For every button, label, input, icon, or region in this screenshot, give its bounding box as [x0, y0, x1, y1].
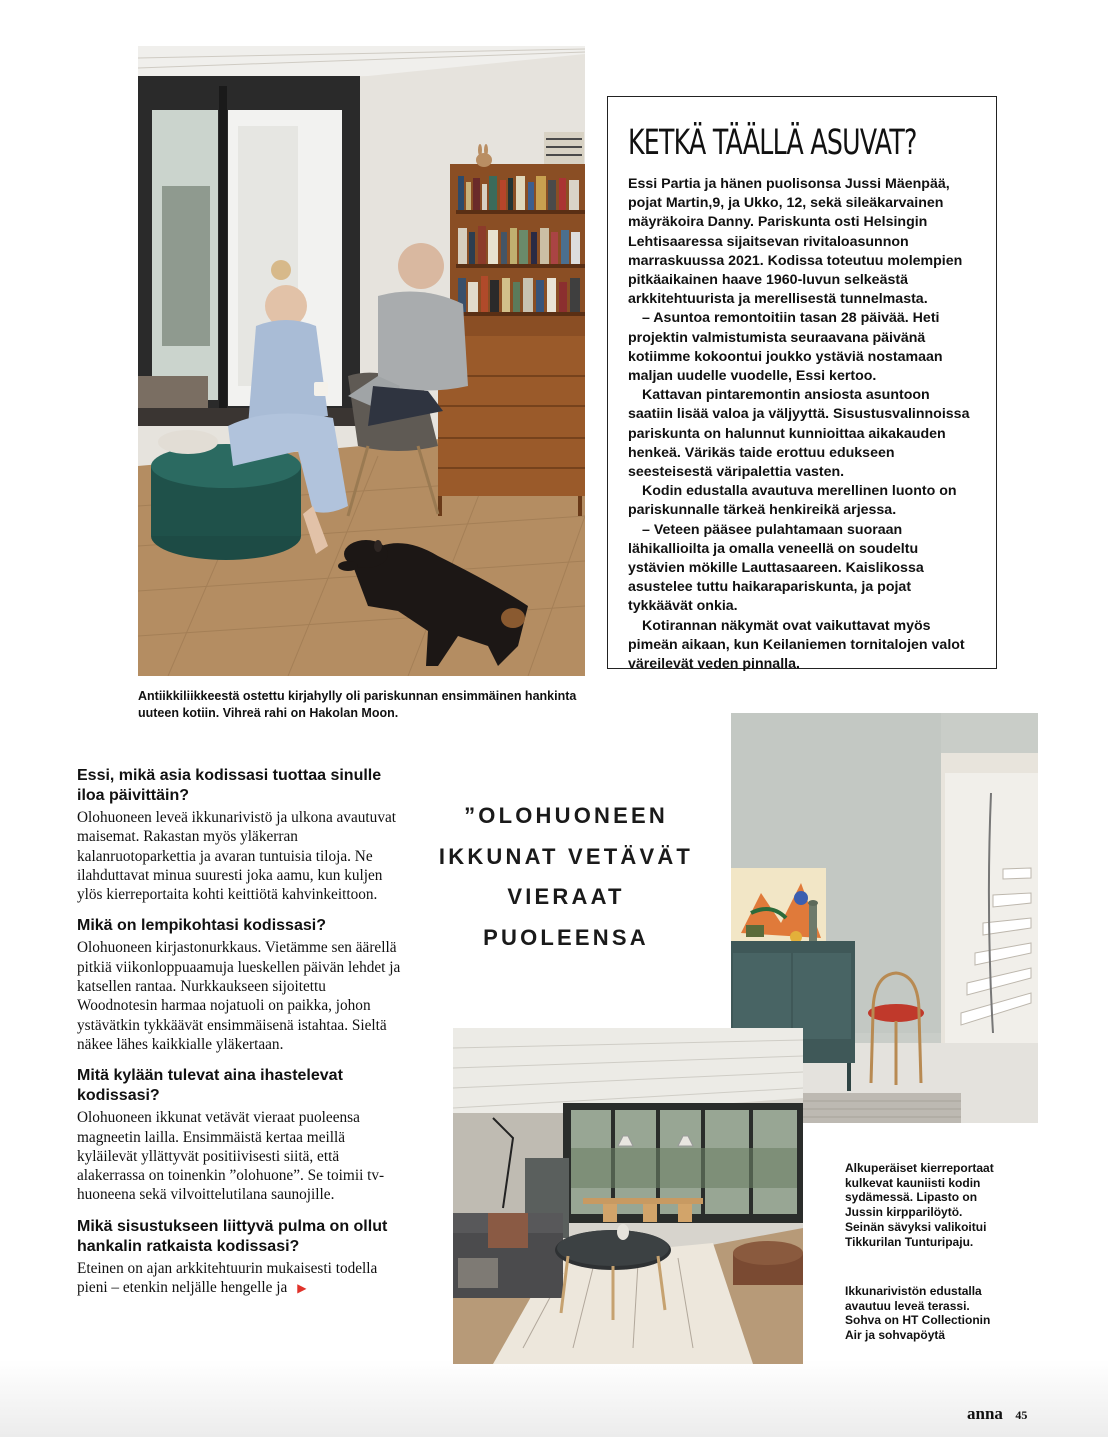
page-number: 45 [1015, 1408, 1028, 1422]
lounge-photo [453, 1028, 803, 1364]
question-heading: Mikä sisustukseen liittyvä pulma on ollut hankalin ratkaista kodissasi? [77, 1217, 388, 1255]
continue-arrow-icon: ▶ [297, 1281, 307, 1296]
answer-text-last [77, 1259, 407, 1299]
info-box [607, 96, 997, 673]
page-footer [967, 1404, 1027, 1428]
answer-text: Eteinen on ajan arkkitehtuurin mukaisesti todella pieni – etenkin neljälle hengelle ja [77, 1259, 378, 1297]
magazine-brand: anna [967, 1404, 1003, 1423]
stairs-photo-caption: Alkuperäiset kierreportaat kulkevat kauniisti kodin sydämessä. Lipasto on Jussin kirpparilöytö. Seinän sävyksi valikoitui Tikkurilan Tunturipaju. [845, 1161, 994, 1249]
pull-quote: ”OLOHUONEEN IKKUNAT VETÄVÄT VIERAAT PUOLEENSA [438, 803, 694, 950]
info-paragraph: Kattavan pintaremontin ansiosta asuntoon saatiin lisää valoa ja väljyyttä. Sisustusvalinnoissa pariskunta on halunnut kunnioittaa aikakauden henkeä. Värikäs taide erottuu edukseen seesteisestä väripalettia vasten. [628, 387, 970, 481]
answer-text: Olohuoneen ikkunat vetävät vieraat puoleensa magneetin lailla. Ensimmäistä kertaa meillä kyläilevät yllättyvät positiivisesti siitä, että alakerrassa on toinenkin ”olohuone”. Se toimii tv-huoneena sekä vilvoittelutilana saunojille. [77, 1109, 385, 1204]
info-paragraph: – Asuntoa remontoitiin tasan 28 päivää. Heti projektin valmistumista seuraavana päivänä kotiimme kokoontui joukko ystäviä nostamaan maljan uudelle vuodelle, Essi kertoo. [628, 310, 943, 385]
info-box-title: KETKÄ TÄÄLLÄ ASUVAT? [628, 123, 917, 163]
living-room-photo [138, 46, 585, 676]
lounge-photo-caption: Ikkunarivistön edustalla avautuu leveä terassi. Sohva on HT Collectionin Air ja sohvapöytä [845, 1284, 991, 1343]
question-heading: Essi, mikä asia kodissasi tuottaa sinulle iloa päivittäin? [77, 767, 382, 804]
info-paragraph: Kotirannan näkymät ovat vaikuttavat myös pimeän aikaan, kun Keilaniemen tornitalojen valot väreilevät veden pinnalla. [628, 617, 965, 673]
answer-text: Olohuoneen kirjastonurkkaus. Vietämme sen äärellä pitkiä viikonloppuaamuja lueskellen päivän lehdet ja katsellen rantaa. Nurkkaukseen sijoitettu Woodnotesin harmaa nojatuoli on paikka, johon ystävätkin tykkäävät ensimmäisenä istahtaa. Sieltä näkee lähes kaikkialle yläkertaan. [77, 939, 401, 1053]
info-paragraph: Kodin edustalla avautuva merellinen luonto on pariskunnalle tärkeä henkireikä arjessa. [628, 483, 957, 519]
question-heading: Mikä on lempikohtasi kodissasi? [77, 917, 326, 935]
interview-column [77, 766, 407, 1310]
info-paragraph: – Veteen pääsee pulahtamaan suoraan lähikallioilta ja omalla veneellä on soudeltu ystävien mökille Lauttasaareen. Kaislikossa asustelee tuttu haikarapariskunta, ja pojat tykkäävät onkia. [628, 521, 924, 615]
main-photo-caption: Antiikkiliikkeestä ostettu kirjahylly oli pariskunnan ensimmäinen hankinta uuteen kotiin. Vihreä rahi on Hakolan Moon. [138, 689, 577, 720]
info-paragraph: Essi Partia ja hänen puolisonsa Jussi Mäenpää, pojat Martin,9, ja Ukko, 12, sekä sileäkarvainen mäyräkoira Danny. Pariskunta osti Helsingin Lehtisaaressa sijaitsevan rivitaloasunnon marraskuussa 2021. Kodissa toteutuu molempien pitkäaikainen haave 1960-luvun selkeästä arkkitehtuurista ja merellisestä tunnelmasta. [628, 176, 963, 308]
page-bottom-shade [0, 1360, 1108, 1437]
question-heading: Mitä kylään tulevat aina ihastelevat kodissasi? [77, 1067, 343, 1105]
answer-text: Olohuoneen leveä ikkunarivistö ja ulkona avautuvat maisemat. Rakastan myös yläkerran kalanruotoparkettia ja avaran tuntuisia tiloja. Ne ilahduttavat minua suuresti joka aamu, kun kuljen ylös kierreportaita kohti keittiötä kahvinkeittoon. [77, 809, 397, 904]
